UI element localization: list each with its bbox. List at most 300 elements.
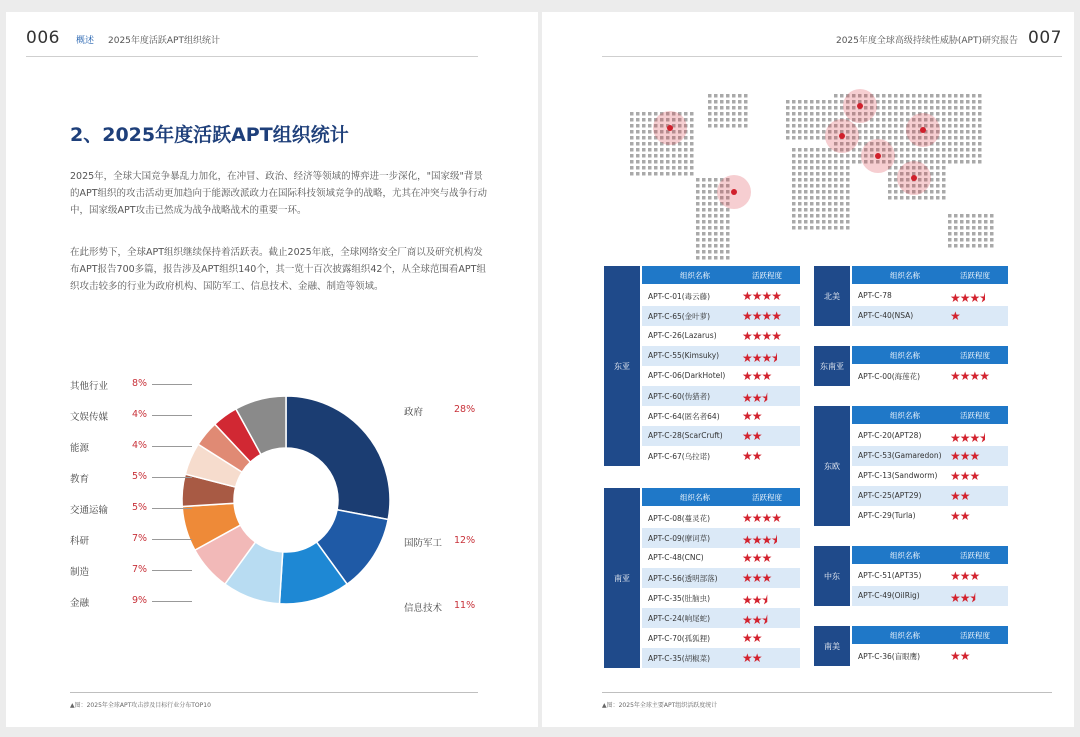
map-dot (822, 160, 826, 164)
map-dot (672, 154, 676, 158)
table-row (642, 508, 800, 528)
map-dot (858, 124, 862, 128)
activity-stars-icon: ★★ (742, 449, 762, 463)
activity-stars-icon: ★★ (742, 429, 762, 443)
map-dot (948, 160, 952, 164)
map-dot (960, 220, 964, 224)
legend-label: 政府 (404, 407, 424, 418)
table-row (852, 286, 1008, 306)
map-dot (726, 220, 730, 224)
map-dot (942, 112, 946, 116)
map-dot (948, 112, 952, 116)
map-dot (738, 118, 742, 122)
table-row (852, 366, 1008, 386)
map-dot (714, 202, 718, 206)
map-dot (714, 214, 718, 218)
map-dot (882, 100, 886, 104)
right-page (542, 12, 1074, 727)
table-row (642, 346, 800, 366)
map-dot (792, 124, 796, 128)
footer-divider (602, 692, 1052, 693)
map-dot (804, 184, 808, 188)
map-dot (804, 208, 808, 212)
map-dot (948, 226, 952, 230)
map-dot (948, 220, 952, 224)
map-dot (876, 136, 880, 140)
map-dot (726, 112, 730, 116)
map-dot (792, 130, 796, 134)
leader-line (152, 384, 192, 385)
map-dot (726, 118, 730, 122)
map-dot (966, 154, 970, 158)
map-dot (708, 214, 712, 218)
map-dot (870, 136, 874, 140)
map-dot (864, 124, 868, 128)
map-dot (930, 184, 934, 188)
map-dot (828, 190, 832, 194)
legend-percent: 9% (132, 595, 148, 606)
map-dot (714, 232, 718, 236)
map-dot (972, 220, 976, 224)
map-dot (888, 112, 892, 116)
map-dot (984, 226, 988, 230)
map-dot (732, 118, 736, 122)
map-dot (792, 136, 796, 140)
map-dot (816, 220, 820, 224)
org-name: APT-C-25(APT29) (858, 491, 922, 500)
map-dot (906, 148, 910, 152)
map-dot (696, 178, 700, 182)
map-dot (828, 160, 832, 164)
map-dot (972, 106, 976, 110)
map-dot (672, 148, 676, 152)
map-dot (822, 220, 826, 224)
map-dot (876, 94, 880, 98)
map-dot (834, 160, 838, 164)
map-dot (966, 160, 970, 164)
map-dot (696, 220, 700, 224)
leader-line (152, 539, 192, 540)
map-dot (966, 106, 970, 110)
map-dot (696, 256, 700, 260)
map-dot (798, 100, 802, 104)
table-header (852, 546, 1008, 564)
map-dot (912, 148, 916, 152)
map-dot (792, 202, 796, 206)
activity-stars-icon: ★★★ (950, 569, 980, 583)
map-dot (726, 94, 730, 98)
map-dot (912, 94, 916, 98)
map-dot (942, 94, 946, 98)
map-dot (834, 202, 838, 206)
region-label: 中东 (814, 546, 850, 606)
map-dot (804, 172, 808, 176)
region-label: 东欧 (814, 406, 850, 526)
map-dot (936, 178, 940, 182)
map-dot (966, 118, 970, 122)
map-dot (822, 202, 826, 206)
map-dot (642, 154, 646, 158)
region-table (814, 546, 1008, 606)
map-dot (654, 166, 658, 170)
map-dot (708, 178, 712, 182)
map-dot (648, 142, 652, 146)
map-dot (960, 160, 964, 164)
map-dot (876, 118, 880, 122)
map-dot (888, 100, 892, 104)
map-dot (828, 208, 832, 212)
map-dot (636, 136, 640, 140)
map-dot (642, 136, 646, 140)
map-dot (666, 148, 670, 152)
map-dot (912, 154, 916, 158)
activity-stars-icon: ★★⯨ (742, 613, 767, 627)
map-dot (972, 160, 976, 164)
map-dot (810, 130, 814, 134)
table-row (852, 646, 1008, 666)
map-dot (702, 214, 706, 218)
map-dot (942, 160, 946, 164)
org-name: APT-C-26(Lazarus) (648, 331, 717, 340)
legend-percent: 5% (132, 471, 148, 482)
map-dot (894, 112, 898, 116)
map-dot (846, 226, 850, 230)
org-name: APT-C-70(孤狐狸) (648, 634, 711, 643)
map-dot (834, 94, 838, 98)
map-dot (732, 100, 736, 104)
map-dot (738, 106, 742, 110)
map-dot (642, 130, 646, 134)
map-dot (930, 196, 934, 200)
map-dot (714, 220, 718, 224)
legend-item (70, 564, 150, 578)
org-name: APT-C-29(Turla) (858, 511, 916, 520)
map-dot (834, 214, 838, 218)
map-dot (714, 178, 718, 182)
map-dot (822, 100, 826, 104)
map-dot (882, 124, 886, 128)
leader-line (152, 446, 192, 447)
map-dot (936, 166, 940, 170)
map-dot (714, 250, 718, 254)
map-dot (792, 118, 796, 122)
map-dot (840, 196, 844, 200)
org-name: APT-C-20(APT28) (858, 431, 922, 440)
map-dot (960, 118, 964, 122)
map-dot (840, 106, 844, 110)
table-header (852, 406, 1008, 424)
map-dot (924, 196, 928, 200)
table-row (642, 386, 800, 406)
header-divider (602, 56, 1062, 57)
map-dot (792, 148, 796, 152)
map-dot (708, 202, 712, 206)
map-dot (834, 196, 838, 200)
map-dot (972, 130, 976, 134)
map-dot (978, 154, 982, 158)
map-dot (960, 232, 964, 236)
legend-item (404, 404, 476, 418)
map-dot (972, 124, 976, 128)
map-dot (798, 202, 802, 206)
map-dot (972, 238, 976, 242)
map-dot (666, 166, 670, 170)
map-dot (666, 160, 670, 164)
map-dot (834, 112, 838, 116)
map-dot (720, 100, 724, 104)
map-dot (660, 166, 664, 170)
map-dot (894, 190, 898, 194)
map-dot (954, 118, 958, 122)
column-header-name: 组织名称 (890, 271, 920, 280)
legend-label: 能源 (70, 443, 90, 454)
map-dot (990, 214, 994, 218)
map-dot (900, 106, 904, 110)
map-dot (954, 100, 958, 104)
map-dot (894, 142, 898, 146)
table-row (642, 326, 800, 346)
map-dot (936, 100, 940, 104)
map-dot (942, 136, 946, 140)
map-dot (714, 208, 718, 212)
column-header-name: 组织名称 (890, 551, 920, 560)
org-name: APT-C-06(DarkHotel) (648, 371, 726, 380)
activity-stars-icon: ★ (950, 309, 960, 323)
map-dot (948, 136, 952, 140)
map-dot (894, 124, 898, 128)
column-header-name: 组织名称 (890, 631, 920, 640)
legend-percent: 5% (132, 502, 148, 513)
map-dot (924, 160, 928, 164)
map-dot (804, 100, 808, 104)
map-dot (792, 160, 796, 164)
region-label: 东南亚 (814, 346, 850, 386)
map-dot (948, 124, 952, 128)
map-dot (930, 94, 934, 98)
map-dot (828, 202, 832, 206)
map-dot (978, 148, 982, 152)
map-dot (690, 160, 694, 164)
map-dot (918, 94, 922, 98)
org-name: APT-C-51(APT35) (858, 571, 922, 580)
map-dot (720, 232, 724, 236)
map-dot (990, 238, 994, 242)
map-dot (708, 244, 712, 248)
map-dot (942, 142, 946, 146)
map-dot (900, 142, 904, 146)
map-dot (720, 220, 724, 224)
map-dot (954, 214, 958, 218)
map-dot (702, 232, 706, 236)
map-dot (960, 214, 964, 218)
map-dot (846, 202, 850, 206)
map-dot (918, 154, 922, 158)
map-dot (672, 160, 676, 164)
org-name: APT-C-36(盲眼鹰) (858, 652, 921, 661)
map-dot (792, 220, 796, 224)
map-dot (948, 238, 952, 242)
map-dot (816, 100, 820, 104)
map-dot (810, 220, 814, 224)
org-name: APT-C-60(伪猎者) (648, 392, 711, 401)
map-dot (882, 130, 886, 134)
table-header (852, 266, 1008, 284)
map-dot (726, 124, 730, 128)
map-dot (990, 220, 994, 224)
map-dot (792, 214, 796, 218)
map-dot (834, 106, 838, 110)
map-dot (978, 106, 982, 110)
map-dot (804, 202, 808, 206)
map-dot (726, 250, 730, 254)
map-dot (798, 148, 802, 152)
map-dot (678, 172, 682, 176)
map-dot (714, 100, 718, 104)
map-dot (936, 94, 940, 98)
map-dot (708, 226, 712, 230)
map-dot (696, 244, 700, 248)
map-dot (804, 190, 808, 194)
column-header-activity: 活跃程度 (960, 411, 990, 420)
map-dot (810, 214, 814, 218)
map-dot (642, 148, 646, 152)
map-dot (948, 154, 952, 158)
map-dot (684, 160, 688, 164)
map-dot (858, 154, 862, 158)
map-dot (798, 214, 802, 218)
map-dot (816, 184, 820, 188)
map-dot (828, 166, 832, 170)
map-dot (960, 130, 964, 134)
map-dot (840, 172, 844, 176)
map-dot (630, 142, 634, 146)
map-dot (822, 130, 826, 134)
map-dot (678, 166, 682, 170)
map-dot (906, 94, 910, 98)
map-dot (702, 244, 706, 248)
map-dot (840, 184, 844, 188)
map-dot (900, 154, 904, 158)
map-dot (702, 196, 706, 200)
org-name: APT-C-78 (858, 291, 892, 300)
org-name: APT-C-00(海莲花) (858, 372, 921, 381)
map-dot (786, 136, 790, 140)
map-dot (858, 148, 862, 152)
map-dot (936, 154, 940, 158)
map-dot (666, 172, 670, 176)
map-dot (828, 118, 832, 122)
left-header (6, 28, 538, 52)
hotspot-icon (920, 127, 926, 133)
map-dot (684, 154, 688, 158)
legend-percent: 28% (454, 404, 476, 415)
map-dot (840, 220, 844, 224)
region-table (814, 626, 1008, 666)
map-dot (948, 232, 952, 236)
map-dot (954, 136, 958, 140)
legend-label: 信息技术 (404, 603, 443, 614)
map-dot (816, 190, 820, 194)
map-dot (690, 148, 694, 152)
map-dot (708, 190, 712, 194)
map-dot (798, 118, 802, 122)
map-dot (798, 166, 802, 170)
leader-line (152, 477, 192, 478)
map-dot (966, 142, 970, 146)
map-dot (840, 214, 844, 218)
map-dot (900, 196, 904, 200)
map-dot (966, 148, 970, 152)
map-dot (828, 112, 832, 116)
map-dot (786, 106, 790, 110)
map-dot (702, 220, 706, 224)
map-dot (726, 100, 730, 104)
map-dot (966, 112, 970, 116)
org-name: APT-C-64(匿名者64) (648, 412, 720, 421)
map-dot (642, 142, 646, 146)
map-dot (708, 220, 712, 224)
map-dot (912, 106, 916, 110)
map-dot (708, 196, 712, 200)
map-dot (894, 172, 898, 176)
map-dot (696, 226, 700, 230)
map-dot (792, 190, 796, 194)
table-row (642, 588, 800, 608)
legend-label: 制造 (70, 567, 90, 578)
map-dot (798, 124, 802, 128)
map-dot (978, 226, 982, 230)
map-dot (792, 184, 796, 188)
map-dot (948, 94, 952, 98)
map-dot (978, 238, 982, 242)
map-dot (894, 94, 898, 98)
map-dot (708, 238, 712, 242)
map-dot (864, 130, 868, 134)
map-dot (888, 190, 892, 194)
map-dot (978, 232, 982, 236)
map-dot (690, 166, 694, 170)
map-dot (828, 184, 832, 188)
map-dot (702, 256, 706, 260)
report-title: 2025年度全球高级持续性威胁(APT)研究报告 (835, 36, 1018, 46)
map-dot (798, 160, 802, 164)
map-dot (900, 124, 904, 128)
map-dot (900, 130, 904, 134)
map-dot (936, 184, 940, 188)
map-dot (822, 190, 826, 194)
map-dot (732, 106, 736, 110)
map-dot (810, 124, 814, 128)
map-dot (984, 244, 988, 248)
map-dot (948, 148, 952, 152)
org-name: APT-C-55(Kimsuky) (648, 351, 720, 360)
map-dot (810, 154, 814, 158)
map-dot (816, 214, 820, 218)
map-dot (978, 124, 982, 128)
map-dot (828, 196, 832, 200)
map-dot (798, 184, 802, 188)
map-dot (990, 232, 994, 236)
map-dot (714, 94, 718, 98)
map-dot (978, 118, 982, 122)
map-dot (924, 148, 928, 152)
map-dot (906, 100, 910, 104)
map-dot (702, 184, 706, 188)
map-dot (930, 160, 934, 164)
map-dot (720, 94, 724, 98)
region-table (814, 346, 1008, 386)
map-dot (960, 238, 964, 242)
